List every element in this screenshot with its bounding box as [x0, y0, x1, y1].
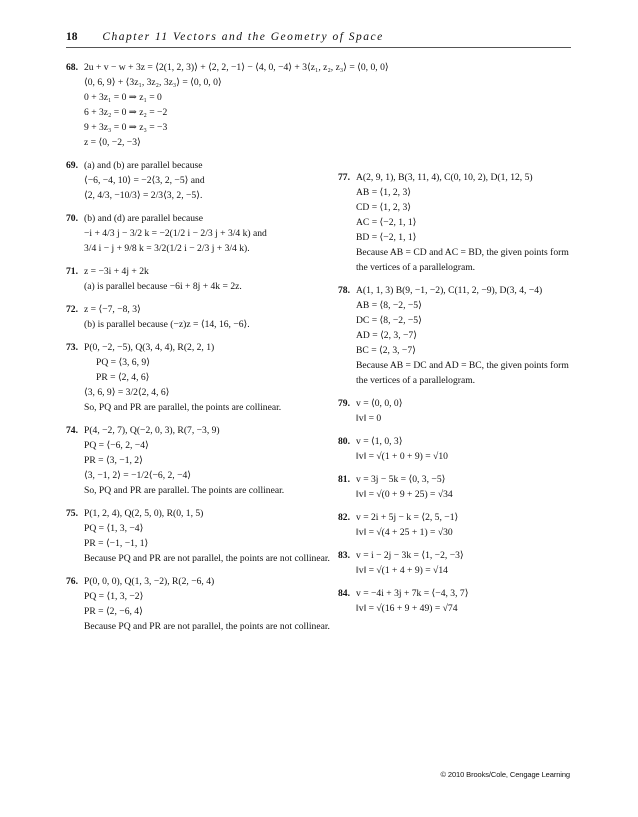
line-text: P(0, −2, −5), Q(3, 4, 4), R(2, 2, 1): [84, 342, 215, 353]
solution-line: [338, 358, 570, 388]
line-text: z = ⟨−7, −8, 3⟩: [84, 304, 141, 315]
problem-81: [338, 472, 570, 502]
line-text: z = ⟨0, −2, −3⟩: [84, 137, 141, 148]
line-text: So, PQ and PR are parallel, the points are collinear.: [84, 402, 282, 413]
solution-line: [66, 589, 336, 604]
problem-69: [66, 158, 336, 203]
line-text: PR = ⟨2, −6, 4⟩: [84, 606, 143, 617]
line-text: 0 + 3z₁ = 0 ⇒ z₁ = 0: [84, 92, 162, 103]
problem-number: 81.: [338, 474, 350, 485]
line-text: 3/4 i − j + 9/8 k = 3/2(1/2 i − 2/3 j + 3/4 k).: [84, 243, 250, 254]
solution-line: [66, 105, 336, 120]
line-text: (b) and (d) are parallel because: [84, 213, 204, 224]
solution-line: [66, 317, 336, 332]
solution-line: [66, 483, 336, 498]
solution-line: [66, 521, 336, 536]
solution-line: [66, 340, 336, 355]
solution-line: [338, 525, 570, 540]
problem-number: 78.: [338, 285, 350, 296]
solution-line: [66, 60, 389, 75]
copyright-footer: © 2010 Brooks/Cole, Cengage Learning: [440, 770, 570, 779]
line-text: CD = ⟨1, 2, 3⟩: [356, 202, 412, 213]
solution-line: [338, 601, 570, 616]
solution-line: [66, 468, 336, 483]
solution-line: [66, 264, 336, 279]
solution-line: [66, 90, 336, 105]
solution-line: [66, 211, 336, 226]
line-text: PR = ⟨−1, −1, 1⟩: [84, 538, 149, 549]
problem-71: [66, 264, 336, 294]
solution-line: [66, 241, 336, 256]
solution-line: [66, 173, 336, 188]
line-text: ‖v‖ = √(1 + 0 + 9) = √10: [356, 451, 448, 462]
line-text: ⟨0, 6, 9⟩ + ⟨3z₁, 3z₂, 3z₃⟩ = ⟨0, 0, 0⟩: [84, 77, 222, 88]
problem-number: 76.: [66, 576, 78, 587]
line-text: P(0, 0, 0), Q(1, 3, −2), R(2, −6, 4): [84, 576, 215, 587]
problem-number: 74.: [66, 425, 78, 436]
solution-line: [338, 434, 570, 449]
line-text: A(1, 1, 3) B(9, −1, −2), C(11, 2, −9), D(3, 4, −4): [356, 285, 543, 296]
problem-84: [338, 586, 570, 616]
line-text: ‖v‖ = √(4 + 25 + 1) = √30: [356, 527, 453, 538]
solution-line: [66, 423, 336, 438]
solution-line: [66, 188, 336, 203]
line-text: A(2, 9, 1), B(3, 11, 4), C(0, 10, 2), D(1, 12, 5): [356, 172, 533, 183]
header-rule: [66, 47, 571, 48]
line-text: 9 + 3z₃ = 0 ⇒ z₃ = −3: [84, 122, 168, 133]
solution-line: [66, 158, 336, 173]
problem-number: 77.: [338, 172, 350, 183]
solution-line: [66, 551, 336, 566]
solution-line: [338, 170, 570, 185]
problem-76: [66, 574, 336, 634]
line-text: PQ = ⟨1, 3, −2⟩: [84, 591, 144, 602]
problem-number: 70.: [66, 213, 78, 224]
solution-line: [338, 449, 570, 464]
line-text: PR = ⟨2, 4, 6⟩: [96, 372, 150, 383]
solution-line: [66, 279, 336, 294]
solution-line: [66, 506, 336, 521]
solution-line: [66, 370, 336, 385]
line-text: v = ⟨0, 0, 0⟩: [356, 398, 403, 409]
problem-number: 72.: [66, 304, 78, 315]
solution-line: [338, 215, 570, 230]
line-text: AC = ⟨−2, 1, 1⟩: [356, 217, 417, 228]
problem-74: [66, 423, 336, 498]
problem-80: [338, 434, 570, 464]
solution-line: [338, 343, 570, 358]
solution-line: [338, 230, 570, 245]
page-number: 18: [66, 31, 78, 43]
line-text: PQ = ⟨3, 6, 9⟩: [96, 357, 150, 368]
line-text: DC = ⟨8, −2, −5⟩: [356, 315, 422, 326]
line-text: Because AB = DC and AD = BC, the given points form the vertices of a parallelogram.: [356, 360, 569, 386]
solution-line: [338, 548, 570, 563]
solution-line: [338, 396, 570, 411]
solution-line: [66, 604, 336, 619]
problem-number: 83.: [338, 550, 350, 561]
problem-83: [338, 548, 570, 578]
line-text: v = i − 2j − 3k = ⟨1, −2, −3⟩: [356, 550, 464, 561]
problem-72: [66, 302, 336, 332]
solution-line: [66, 75, 336, 90]
line-text: ‖v‖ = √(1 + 4 + 9) = √14: [356, 565, 448, 576]
solution-line: [338, 313, 570, 328]
problem-68: [66, 60, 389, 150]
solution-line: [66, 619, 336, 634]
problem-number: 82.: [338, 512, 350, 523]
line-text: (a) and (b) are parallel because: [84, 160, 203, 171]
problem-number: 68.: [66, 62, 78, 73]
line-text: Because PQ and PR are not parallel, the points are not collinear.: [84, 553, 330, 564]
solution-line: [66, 453, 336, 468]
solution-line: [66, 120, 336, 135]
solution-line: [66, 438, 336, 453]
line-text: v = ⟨1, 0, 3⟩: [356, 436, 403, 447]
line-text: PR = ⟨3, −1, 2⟩: [84, 455, 143, 466]
problem-number: 69.: [66, 160, 78, 171]
line-text: AD = ⟨2, 3, −7⟩: [356, 330, 417, 341]
line-text: BD = ⟨−2, 1, 1⟩: [356, 232, 417, 243]
solution-line: [338, 245, 570, 275]
problem-number: 73.: [66, 342, 78, 353]
line-text: AB = ⟨1, 2, 3⟩: [356, 187, 412, 198]
solution-line: [338, 510, 570, 525]
line-text: ⟨−6, −4, 10⟩ = −2⟨3, 2, −5⟩ and: [84, 175, 205, 186]
solution-line: [66, 302, 336, 317]
solution-line: [338, 487, 570, 502]
problem-number: 71.: [66, 266, 78, 277]
solution-line: [338, 472, 570, 487]
line-text: AB = ⟨8, −2, −5⟩: [356, 300, 422, 311]
line-text: P(1, 2, 4), Q(2, 5, 0), R(0, 1, 5): [84, 508, 204, 519]
solution-line: [66, 355, 336, 370]
problem-78: [338, 283, 570, 388]
line-text: −i + 4/3 j − 3/2 k = −2(1/2 i − 2/3 j + 3/4 k) and: [84, 228, 267, 239]
line-text: (b) is parallel because (−z)z = ⟨14, 16, −6⟩.: [84, 319, 250, 330]
problem-number: 75.: [66, 508, 78, 519]
line-text: 2u + v − w + 3z = ⟨2(1, 2, 3)⟩ + ⟨2, 2, −1⟩ − ⟨4, 0, −4⟩ + 3⟨z₁, z₂, z₃⟩ = ⟨0, 0, 0⟩: [84, 62, 389, 73]
solution-line: [338, 328, 570, 343]
problem-70: [66, 211, 336, 256]
line-text: ⟨2, 4/3, −10/3⟩ = 2/3⟨3, 2, −5⟩.: [84, 190, 203, 201]
solution-line: [338, 298, 570, 313]
solution-line: [66, 385, 336, 400]
right-column: [338, 170, 570, 624]
problem-number: 80.: [338, 436, 350, 447]
problem-number: 84.: [338, 588, 350, 599]
page-header: [66, 31, 384, 43]
line-text: So, PQ and PR are parallel. The points are collinear.: [84, 485, 285, 496]
solution-line: [66, 135, 336, 150]
problem-79: [338, 396, 570, 426]
line-text: PQ = ⟨−6, 2, −4⟩: [84, 440, 149, 451]
solution-line: [66, 226, 336, 241]
problem-73: [66, 340, 336, 415]
solution-line: [66, 400, 336, 415]
line-text: ‖v‖ = 0: [356, 413, 382, 424]
problem-82: [338, 510, 570, 540]
solution-line: [338, 200, 570, 215]
line-text: v = 3j − 5k = ⟨0, 3, −5⟩: [356, 474, 446, 485]
problem-75: [66, 506, 336, 566]
solution-line: [66, 536, 336, 551]
solution-line: [338, 411, 570, 426]
line-text: BC = ⟨2, 3, −7⟩: [356, 345, 416, 356]
line-text: ⟨3, 6, 9⟩ = 3/2⟨2, 4, 6⟩: [84, 387, 170, 398]
line-text: ⟨3, −1, 2⟩ = −1/2⟨−6, 2, −4⟩: [84, 470, 192, 481]
line-text: 6 + 3z₂ = 0 ⇒ z₂ = −2: [84, 107, 168, 118]
problem-77: [338, 170, 570, 275]
solution-line: [338, 586, 570, 601]
line-text: v = −4i + 3j + 7k = ⟨−4, 3, 7⟩: [356, 588, 469, 599]
line-text: ‖v‖ = √(0 + 9 + 25) = √34: [356, 489, 453, 500]
line-text: Because AB = CD and AC = BD, the given points form the vertices of a parallelogram.: [356, 247, 569, 273]
line-text: ‖v‖ = √(16 + 9 + 49) = √74: [356, 603, 458, 614]
solution-line: [338, 563, 570, 578]
problem-number: 79.: [338, 398, 350, 409]
line-text: PQ = ⟨1, 3, −4⟩: [84, 523, 144, 534]
line-text: Because PQ and PR are not parallel, the points are not collinear.: [84, 621, 330, 632]
line-text: (a) is parallel because −6i + 8j + 4k = 2z.: [84, 281, 242, 292]
line-text: P(4, −2, 7), Q(−2, 0, 3), R(7, −3, 9): [84, 425, 220, 436]
chapter-title: Chapter 11 Vectors and the Geometry of Space: [102, 31, 384, 43]
solution-line: [66, 574, 336, 589]
solution-line: [338, 283, 570, 298]
line-text: v = 2i + 5j − k = ⟨2, 5, −1⟩: [356, 512, 459, 523]
line-text: z = −3i + 4j + 2k: [84, 266, 149, 277]
solution-line: [338, 185, 570, 200]
